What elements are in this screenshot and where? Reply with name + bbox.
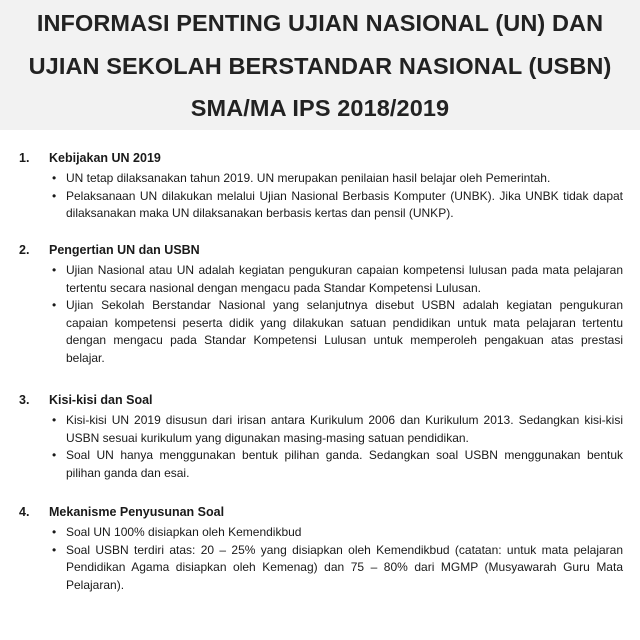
title-banner [0,0,640,130]
section-heading: Pengertian UN dan USBN [49,243,200,257]
page-title-line-1: INFORMASI PENTING UJIAN NASIONAL (UN) DAN [36,10,604,36]
section-heading: Kisi-kisi dan Soal [49,393,153,407]
list-item: • Pelaksanaan UN dilakukan melalui Ujian Nasional Berbasis Komputer (UNBK). Jika UNBK tidak dapat dilaksanakan maka UN dilaksanakan berbasis kertas dan pensil (UNKP). [49,188,623,223]
page-title-line-2: UJIAN SEKOLAH BERSTANDAR NASIONAL (USBN) [28,53,612,79]
list-item: • Soal UN hanya menggunakan bentuk pilihan ganda. Sedangkan soal USBN menggunakan bentuk pilihan ganda dan esai. [49,447,623,482]
list-item: • Soal UN 100% disiapkan oleh Kemendikbud [49,524,623,542]
section-number: 2. [19,243,30,257]
bullet-list [49,412,623,482]
section-number: 1. [19,151,30,165]
list-item: • Soal USBN terdiri atas: 20 – 25% yang disiapkan oleh Kemendikbud (catatan: untuk mata pelajaran Pendidikan Agama disiapkan oleh Kemenag) dan 75 – 80% dari MGMP (Musyawarah Guru Mata Pelajaran). [49,542,623,595]
section-number: 3. [19,393,30,407]
section-heading: Kebijakan UN 2019 [49,151,161,165]
list-item: • Ujian Nasional atau UN adalah kegiatan pengukuran capaian kompetensi lulusan pada mata pelajaran tertentu secara nasional dengan mengacu pada Standar Kompetensi Lulusan. [49,262,623,297]
list-item: • Kisi-kisi UN 2019 disusun dari irisan antara Kurikulum 2006 dan Kurikulum 2013. Sedangkan kisi-kisi USBN sesuai kurikulum yang digunakan masing-masing satuan pendidikan. [49,412,623,447]
section-number: 4. [19,505,30,519]
bullet-list [49,262,623,367]
bullet-list [49,170,623,223]
page-title-line-3: SMA/MA IPS 2018/2019 [190,95,450,121]
list-item: • UN tetap dilaksanakan tahun 2019. UN merupakan penilaian hasil belajar oleh Pemerintah. [49,170,623,188]
bullet-list [49,524,623,594]
section-heading: Mekanisme Penyusunan Soal [49,505,225,519]
list-item: • Ujian Sekolah Berstandar Nasional yang selanjutnya disebut USBN adalah kegiatan pengukuran capaian kompetensi peserta didik yang dilakukan satuan pendidikan untuk mata pelajaran tertentu dengan mengacu pada Standar Kompetensi Lulusan untuk memperoleh pengakuan atas prestasi belajar. [49,297,623,367]
